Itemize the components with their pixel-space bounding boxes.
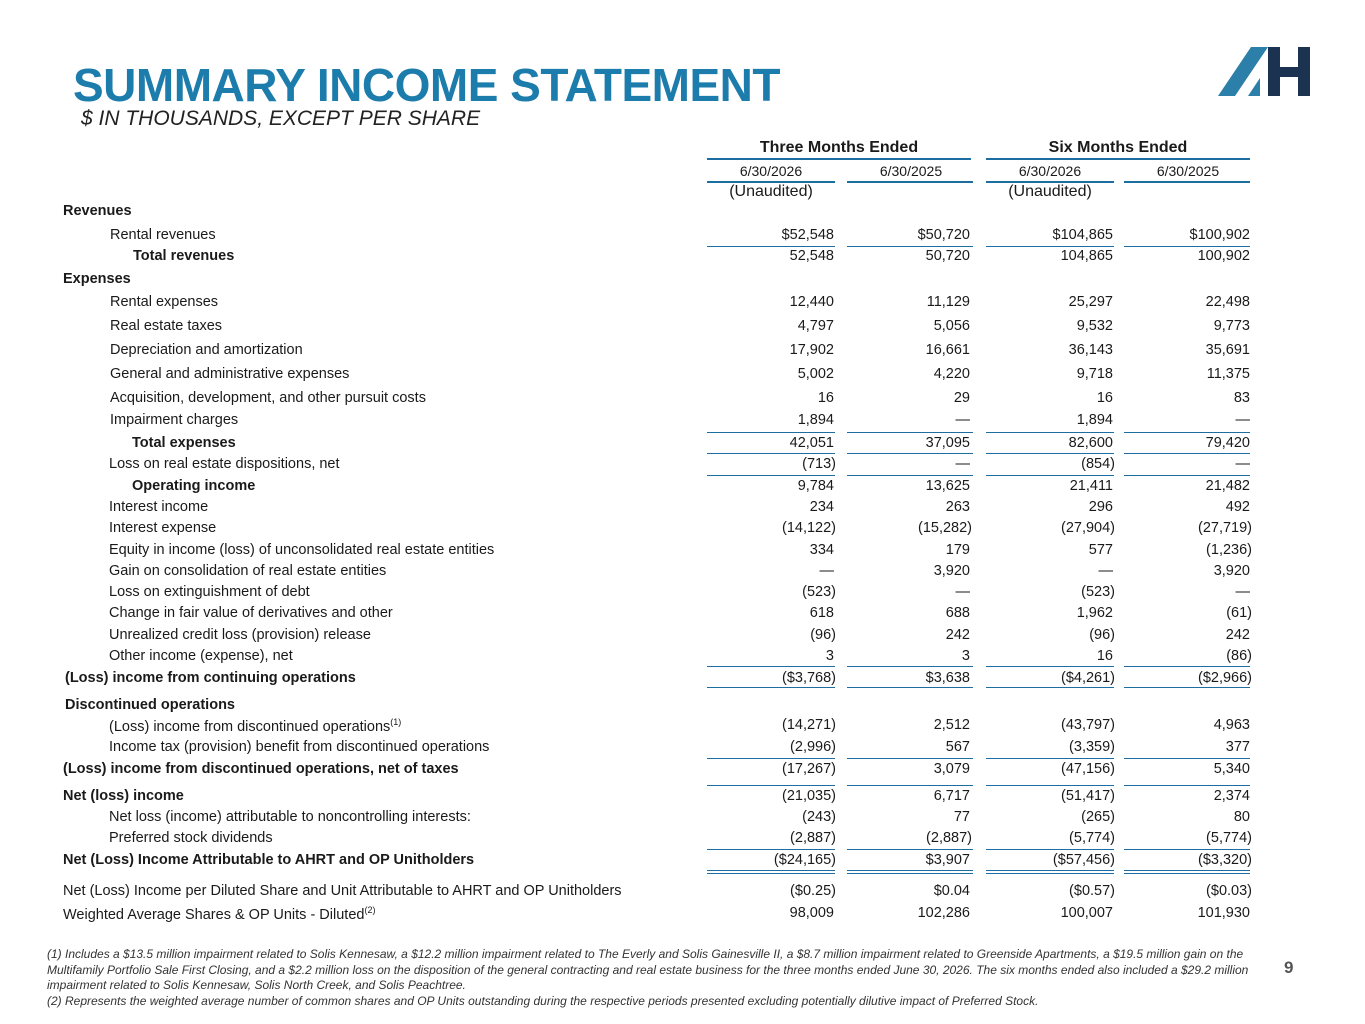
cell-value: 5,056	[933, 318, 970, 334]
cell-value: 25,297	[1068, 294, 1113, 310]
cell-value: (43,797)	[1060, 717, 1115, 733]
cell-value: 16	[1096, 648, 1113, 664]
subtotal-rule	[1124, 758, 1250, 759]
cell-value: 21,411	[1069, 478, 1113, 494]
cell-value: ($57,456)	[1052, 852, 1115, 868]
header-six-months: Six Months Ended	[1048, 139, 1188, 156]
cell-value: ($0.25)	[790, 883, 836, 899]
subtotal-rule	[707, 246, 835, 247]
cell-value: (51,417)	[1060, 788, 1115, 804]
cell-value: 3,920	[933, 563, 970, 579]
cell-value: 618	[809, 605, 834, 621]
table-row	[0, 627, 1365, 647]
table-row	[0, 478, 1365, 498]
row-label: Interest income	[109, 499, 209, 515]
cell-value: 3	[961, 648, 970, 664]
row-label: Income tax (provision) benefit from discontinued operations	[109, 739, 490, 755]
row-label: Net (Loss) Income per Diluted Share and Unit Attributable to AHRT and OP Unitholders	[63, 883, 622, 899]
cell-value: (3,359)	[1069, 739, 1115, 755]
total-double-rule	[707, 873, 835, 874]
unaudited-label: (Unaudited)	[729, 183, 813, 200]
subtotal-rule	[1124, 432, 1250, 433]
footnote-2: (2) Represents the weighted average number of common shares and OP Units outstanding during the respective periods presented excluding potentially dilutive impact of Preferred Stock.	[47, 993, 1039, 1008]
footnotes	[47, 947, 1262, 1009]
table-row	[0, 366, 1365, 386]
cell-value: 13,625	[925, 478, 970, 494]
row-label: Loss on extinguishment of debt	[109, 584, 310, 600]
cell-value: 296	[1088, 499, 1113, 515]
cell-value: (854)	[1081, 456, 1115, 472]
cell-value: 50,720	[925, 248, 970, 264]
cell-value: (5,774)	[1069, 830, 1115, 846]
header-three-months-rule	[707, 158, 971, 160]
table-row	[0, 271, 1365, 291]
cell-value: ($24,165)	[773, 852, 836, 868]
row-label: Unrealized credit loss (provision) release	[109, 627, 371, 643]
total-double-rule	[1124, 873, 1250, 874]
cell-value: (523)	[1081, 584, 1115, 600]
cell-value: —	[1235, 584, 1250, 600]
subtotal-rule	[1124, 666, 1250, 667]
table-row	[0, 697, 1365, 717]
cell-value: 16,661	[925, 342, 970, 358]
subtotal-rule	[986, 246, 1114, 247]
cell-value: 9,784	[797, 478, 834, 494]
row-label: Net loss (income) attributable to noncontrolling interests:	[109, 809, 471, 825]
subtotal-rule	[986, 758, 1114, 759]
subtotal-rule	[847, 849, 973, 850]
cell-value: (265)	[1081, 809, 1115, 825]
cell-value: 104,865	[1060, 248, 1113, 264]
cell-value: $0.04	[933, 883, 970, 899]
cell-value: 82,600	[1068, 435, 1113, 451]
cell-value: 79,420	[1205, 435, 1250, 451]
cell-value: 22,498	[1205, 294, 1250, 310]
cell-value: 11,129	[926, 294, 970, 310]
page-title: SUMMARY INCOME STATEMENT	[73, 59, 780, 111]
row-label: Expenses	[63, 271, 131, 287]
total-double-rule	[707, 870, 835, 871]
cell-value: 2,374	[1213, 788, 1250, 804]
subtotal-rule	[707, 666, 835, 667]
cell-value: 80	[1233, 809, 1250, 825]
cell-value: (2,887)	[926, 830, 972, 846]
subtotal-rule	[986, 785, 1114, 786]
table-row	[0, 520, 1365, 540]
cell-value: ($2,966)	[1197, 670, 1252, 686]
cell-value: 9,532	[1076, 318, 1113, 334]
table-row	[0, 761, 1365, 781]
subtotal-rule	[707, 432, 835, 433]
row-label: Total expenses	[132, 435, 236, 451]
cell-value: (2,887)	[790, 830, 836, 846]
subtotal-rule	[707, 453, 835, 454]
cell-value: $3,907	[925, 852, 970, 868]
table-row	[0, 318, 1365, 338]
row-label: Rental revenues	[110, 227, 216, 243]
cell-value: 6,717	[933, 788, 970, 804]
cell-value: 100,902	[1197, 248, 1250, 264]
cell-value: 4,220	[933, 366, 970, 382]
column-date-ytd-2026: 6/30/2026	[1018, 163, 1082, 179]
cell-value: 179	[945, 542, 970, 558]
cell-value: 102,286	[917, 905, 970, 921]
cell-value: (14,271)	[781, 717, 836, 733]
table-row	[0, 342, 1365, 362]
cell-value: $104,865	[1052, 227, 1113, 243]
column-date-q-2025: 6/30/2025	[879, 163, 943, 179]
table-row	[0, 830, 1365, 850]
row-label: Other income (expense), net	[109, 648, 293, 664]
cell-value: 2,512	[933, 717, 970, 733]
row-label: Acquisition, development, and other pursuit costs	[110, 390, 426, 406]
cell-value: 16	[1096, 390, 1113, 406]
total-double-rule	[847, 870, 973, 871]
cell-value: 101,930	[1197, 905, 1250, 921]
subtotal-rule	[847, 785, 973, 786]
cell-value: 35,691	[1205, 342, 1250, 358]
table-row	[0, 412, 1365, 432]
row-label: Weighted Average Shares & OP Units - Diluted$^{(2)}$	[63, 905, 376, 923]
subtotal-rule	[986, 475, 1114, 476]
page-subtitle: $ IN THOUSANDS, EXCEPT PER SHARE	[81, 107, 481, 130]
cell-value: 42,051	[789, 435, 834, 451]
cell-value: 52,548	[789, 248, 834, 264]
cell-value: ($0.03)	[1206, 883, 1252, 899]
cell-value: 263	[945, 499, 970, 515]
row-label: Net (loss) income	[63, 788, 184, 804]
subtotal-rule	[847, 453, 973, 454]
cell-value: ($3,320)	[1197, 852, 1252, 868]
cell-value: 1,894	[797, 412, 834, 428]
subtotal-rule	[707, 785, 835, 786]
cell-value: 9,718	[1076, 366, 1113, 382]
subtotal-rule	[1124, 453, 1250, 454]
cell-value: (96)	[1089, 627, 1115, 643]
row-label: Change in fair value of derivatives and other	[109, 605, 393, 621]
date-rule	[1124, 181, 1250, 183]
cell-value: $100,902	[1189, 227, 1250, 243]
row-label: Gain on consolidation of real estate entities	[109, 563, 387, 579]
subtotal-rule	[847, 475, 973, 476]
row-label: Loss on real estate dispositions, net	[109, 456, 340, 472]
row-label: Operating income	[132, 478, 256, 494]
cell-value: 4,797	[797, 318, 834, 334]
cell-value: (47,156)	[1060, 761, 1115, 777]
header-six-months-rule	[986, 158, 1250, 160]
table-row	[0, 809, 1365, 829]
cell-value: 377	[1225, 739, 1250, 755]
row-label: Real estate taxes	[110, 318, 223, 334]
cell-value: 1,962	[1076, 605, 1113, 621]
table-row	[0, 294, 1365, 314]
table-row	[0, 227, 1365, 247]
cell-value: 100,007	[1060, 905, 1113, 921]
subtotal-rule	[986, 666, 1114, 667]
total-double-rule	[986, 870, 1114, 871]
table-row	[0, 456, 1365, 476]
cell-value: —	[955, 584, 970, 600]
subtotal-rule	[1124, 475, 1250, 476]
cell-value: (5,774)	[1206, 830, 1252, 846]
unaudited-label: (Unaudited)	[1008, 183, 1092, 200]
cell-value: $50,720	[917, 227, 970, 243]
row-label: (Loss) income from discontinued operations, net of taxes	[63, 761, 459, 777]
subtotal-rule	[847, 432, 973, 433]
cell-value: 1,894	[1076, 412, 1113, 428]
total-double-rule	[986, 873, 1114, 874]
total-double-rule	[847, 873, 973, 874]
cell-value: 5,002	[797, 366, 834, 382]
cell-value: 567	[945, 739, 970, 755]
cell-value: —	[1098, 563, 1113, 579]
column-date-ytd-2025: 6/30/2025	[1156, 163, 1220, 179]
table-row	[0, 739, 1365, 759]
cell-value: 36,143	[1068, 342, 1113, 358]
cell-value: ($4,261)	[1060, 670, 1115, 686]
row-label: Revenues	[63, 203, 132, 219]
cell-value: —	[955, 412, 970, 428]
subtotal-rule	[707, 475, 835, 476]
cell-value: ($0.57)	[1069, 883, 1115, 899]
row-label: (Loss) income from continuing operations	[65, 670, 356, 686]
table-row	[0, 605, 1365, 625]
subtotal-rule	[986, 432, 1114, 433]
cell-value: 334	[809, 542, 834, 558]
cell-value: (61)	[1226, 605, 1252, 621]
row-label: Interest expense	[109, 520, 217, 536]
date-rule	[847, 181, 973, 183]
table-row	[0, 435, 1365, 455]
table-row	[0, 248, 1365, 268]
cell-value: $52,548	[781, 227, 834, 243]
cell-value: 77	[953, 809, 970, 825]
cell-value: 3,079	[933, 761, 970, 777]
cell-value: 21,482	[1205, 478, 1250, 494]
cell-value: —	[1235, 412, 1250, 428]
cell-value: (523)	[802, 584, 836, 600]
row-label: Total revenues	[133, 248, 235, 264]
table-row	[0, 390, 1365, 410]
subtotal-rule	[707, 849, 835, 850]
cell-value: 3	[825, 648, 834, 664]
cell-value: 83	[1233, 390, 1250, 406]
subtotal-rule	[1124, 246, 1250, 247]
subtotal-rule	[986, 849, 1114, 850]
table-row	[0, 584, 1365, 604]
cell-value: (96)	[810, 627, 836, 643]
cell-value: 688	[945, 605, 970, 621]
cell-value: 3,920	[1213, 563, 1250, 579]
cell-value: 29	[953, 390, 970, 406]
cell-value: (2,996)	[790, 739, 836, 755]
table-row	[0, 203, 1365, 223]
cell-value: 242	[945, 627, 970, 643]
row-label: (Loss) income from discontinued operations$^{(1)}$	[109, 717, 402, 735]
cell-value: —	[819, 563, 834, 579]
cell-value: (17,267)	[781, 761, 836, 777]
row-label: Depreciation and amortization	[110, 342, 303, 358]
subtotal-rule	[986, 687, 1114, 688]
cell-value: (15,282)	[917, 520, 972, 536]
subtotal-rule	[1124, 785, 1250, 786]
subtotal-rule	[847, 246, 973, 247]
cell-value: 12,440	[789, 294, 834, 310]
cell-value: $3,638	[925, 670, 970, 686]
company-logo	[1218, 47, 1311, 97]
cell-value: 16	[817, 390, 834, 406]
cell-value: ($3,768)	[781, 670, 836, 686]
cell-value: 11,375	[1206, 366, 1250, 382]
row-label: Discontinued operations	[65, 697, 235, 713]
cell-value: (27,904)	[1060, 520, 1115, 536]
row-label: Rental expenses	[110, 294, 219, 310]
cell-value: 492	[1225, 499, 1250, 515]
cell-value: (713)	[802, 456, 836, 472]
cell-value: (86)	[1226, 648, 1252, 664]
cell-value: (1,236)	[1206, 542, 1252, 558]
row-label: Net (Loss) Income Attributable to AHRT and OP Unitholders	[63, 852, 475, 868]
table-row	[0, 563, 1365, 583]
row-label: General and administrative expenses	[110, 366, 350, 382]
row-label: Preferred stock dividends	[109, 830, 273, 846]
cell-value: —	[1235, 456, 1250, 472]
footnote-1: (1) Includes a $13.5 million impairment related to Solis Kennesaw, a $12.2 million impairment related to The Everly and Solis Gainesville II, a $8.7 million impairment related to Greenside Apartments, a $19.5 million gain on the Multifamily Portfolio Sale First Closing, and a $2.2 million loss on the disposition of the general contracting and real estate business for the three months ended June 30, 2026. The six months ended also included a $29.2 million impairment related to Solis Kennesaw, Solis North Creek, and Solis Peachtree.	[47, 947, 1249, 992]
subtotal-rule	[1124, 687, 1250, 688]
cell-value: 98,009	[789, 905, 834, 921]
subtotal-rule	[847, 758, 973, 759]
table-row	[0, 905, 1365, 925]
table-row	[0, 852, 1365, 872]
column-date-q-2026: 6/30/2026	[739, 163, 803, 179]
cell-value: (14,122)	[781, 520, 836, 536]
total-double-rule	[1124, 870, 1250, 871]
table-row	[0, 883, 1365, 903]
table-row	[0, 648, 1365, 668]
subtotal-rule	[847, 666, 973, 667]
cell-value: 577	[1088, 542, 1113, 558]
cell-value: 9,773	[1213, 318, 1250, 334]
table-row	[0, 499, 1365, 519]
header-three-months: Three Months Ended	[759, 139, 919, 156]
subtotal-rule	[986, 453, 1114, 454]
cell-value: 37,095	[925, 435, 970, 451]
cell-value: —	[955, 456, 970, 472]
row-label: Impairment charges	[110, 412, 239, 428]
subtotal-rule	[847, 687, 973, 688]
page-number: 9	[1284, 958, 1294, 977]
cell-value: (21,035)	[781, 788, 836, 804]
subtotal-rule	[707, 758, 835, 759]
cell-value: (243)	[802, 809, 836, 825]
row-label: Equity in income (loss) of unconsolidated real estate entities	[109, 542, 495, 558]
cell-value: 242	[1225, 627, 1250, 643]
cell-value: 5,340	[1213, 761, 1250, 777]
table-row	[0, 717, 1365, 737]
cell-value: 234	[809, 499, 834, 515]
cell-value: (27,719)	[1197, 520, 1252, 536]
cell-value: 4,963	[1213, 717, 1250, 733]
cell-value: 17,902	[789, 342, 834, 358]
table-row	[0, 542, 1365, 562]
subtotal-rule	[1124, 849, 1250, 850]
table-row	[0, 788, 1365, 808]
subtotal-rule	[707, 687, 835, 688]
